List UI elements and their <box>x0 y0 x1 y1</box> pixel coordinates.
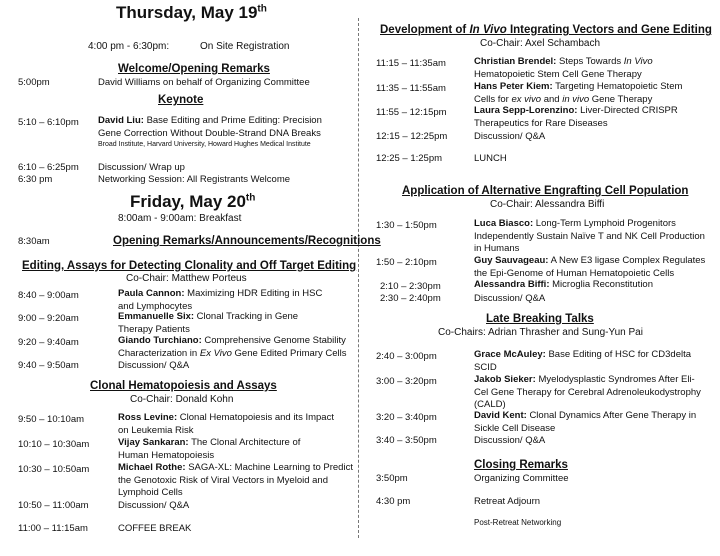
editing-time-3: 9:20 – 9:40am <box>18 337 79 348</box>
late-title: Late Breaking Talks <box>486 313 594 325</box>
invivo-time-3: 11:55 – 12:15pm <box>376 107 447 118</box>
clonal-talk-3: Michael Rothe: SAGA-XL: Machine Learning to Predict the Genotoxic Risk of Viral Vectors in Myeloid and Lymphoid Cells <box>118 462 353 498</box>
late-time-4: 3:40 – 3:50pm <box>376 435 437 446</box>
invivo-talk-4: Discussion/ Q&A <box>474 131 546 142</box>
engraft-time-2: 1:50 – 2:10pm <box>376 257 437 268</box>
clonal-talk-4: Discussion/ Q&A <box>118 500 190 511</box>
opening-title: Opening Remarks/Announcements/Recognitions <box>113 235 381 247</box>
post-networking-text: Post-Retreat Networking <box>474 518 562 527</box>
networking-time: 6:30 pm <box>18 174 53 185</box>
editing-time-1: 8:40 – 9:00am <box>18 290 79 301</box>
closing-title: Closing Remarks <box>474 459 568 471</box>
engraft-talk-3: Alessandra Biffi: Microglia Reconstitution <box>474 279 653 290</box>
keynote-talk: David Liu: Base Editing and Prime Editing: Precision Gene Correction Without Double-Strand DNA Breaks <box>98 115 322 139</box>
invivo-cochair: Co-Chair: Axel Schambach <box>480 38 601 49</box>
keynote-time: 5:10 – 6:10pm <box>18 117 79 128</box>
invivo-time-1: 11:15 – 11:35am <box>376 58 446 69</box>
clonal-talk-1: Ross Levine: Clonal Hematopoiesis and its Impact on Leukemia Risk <box>118 412 334 436</box>
engraft-talk-2: Guy Sauvageau: A New E3 ligase Complex Regulates the Epi-Genome of Human Hematopoietic Cells <box>474 255 706 279</box>
late-time-2: 3:00 – 3:20pm <box>376 376 437 387</box>
coffee-time: 11:00 – 11:15am <box>18 523 88 534</box>
editing-cochair: Co-Chair: Matthew Porteus <box>126 273 247 284</box>
wrap-text: Discussion/ Wrap up <box>98 162 185 173</box>
welcome-time: 5:00pm <box>18 77 50 88</box>
late-talk-1: Grace McAuley: Base Editing of HSC for CD3delta SCID <box>474 349 692 373</box>
invivo-time-4: 12:15 – 12:25pm <box>376 131 448 142</box>
engraft-cochair: Co-Chair: Alessandra Biffi <box>490 199 605 210</box>
networking-text: Networking Session: All Registrants Welcome <box>98 174 291 185</box>
registration-text: On Site Registration <box>200 41 290 52</box>
invivo-talk-2: Hans Peter Kiem: Targeting Hematopoietic Stem Cells for ex vivo and in vivo Gene Therapy <box>474 81 683 105</box>
clonal-title: Clonal Hematopoiesis and Assays <box>90 380 277 392</box>
engraft-talk-4: Discussion/ Q&A <box>474 293 546 304</box>
editing-title: Editing, Assays for Detecting Clonality and Off Target Editing <box>22 260 357 272</box>
adjourn-time: 4:30 pm <box>376 496 411 507</box>
invivo-talk-3: Laura Sepp-Lorenzino: Liver-Directed CRISPR Therapeutics for Rare Diseases <box>474 105 678 129</box>
late-talk-2: Jakob Sieker: Myelodysplastic Syndromes After Eli-Cel Gene Therapy for Cerebral Adrenoleukodystrophy (CALD) <box>474 374 701 410</box>
editing-time-2: 9:00 – 9:20am <box>18 313 79 324</box>
engraft-talk-1: Luca Biasco: Long-Term Lymphoid Progenitors Independently Sustain Naïve T and NK Cell Production in Humans <box>474 218 705 254</box>
coffee-text: COFFEE BREAK <box>118 523 192 534</box>
clonal-time-4: 10:50 – 11:00am <box>18 500 89 511</box>
clonal-cochair: Co-Chair: Donald Kohn <box>130 394 234 405</box>
friday-heading: Friday, May 20th <box>130 192 256 211</box>
late-talk-3: David Kent: Clonal Dynamics After Gene Therapy in Sickle Cell Disease <box>474 410 697 434</box>
lunch-time: 12:25 – 1:25pm <box>376 153 443 164</box>
editing-talk-4: Discussion/ Q&A <box>118 360 190 371</box>
invivo-talk-1: Christian Brendel: Steps Towards In Vivo Hematopoietic Stem Cell Gene Therapy <box>474 56 653 80</box>
engraft-time-1: 1:30 – 1:50pm <box>376 220 437 231</box>
editing-talk-2: Emmanuelle Six: Clonal Tracking in Gene Therapy Patients <box>118 311 299 335</box>
opening-time: 8:30am <box>18 236 50 247</box>
late-time-1: 2:40 – 3:00pm <box>376 351 437 362</box>
welcome-title: Welcome/Opening Remarks <box>118 63 270 75</box>
welcome-text: David Williams on behalf of Organizing Committee <box>98 77 310 88</box>
registration-time: 4:00 pm - 6:30pm: <box>88 41 170 52</box>
late-cochair: Co-Chairs: Adrian Thrasher and Sung-Yun Pai <box>438 327 643 338</box>
late-time-3: 3:20 – 3:40pm <box>376 412 437 423</box>
wrap-time: 6:10 – 6:25pm <box>18 162 79 173</box>
thursday-heading: Thursday, May 19th <box>116 3 267 22</box>
adjourn-text: Retreat Adjourn <box>474 496 541 507</box>
engraft-time-4: 2:30 – 2:40pm <box>380 293 441 304</box>
editing-talk-1: Paula Cannon: Maximizing HDR Editing in HSC and Lymphocytes <box>118 288 323 312</box>
clonal-time-2: 10:10 – 10:30am <box>18 439 90 450</box>
column-divider <box>358 18 359 538</box>
invivo-title: Development of In Vivo Integrating Vectors and Gene Editing <box>380 24 712 36</box>
lunch-text: LUNCH <box>474 153 507 164</box>
breakfast-text: 8:00am - 9:00am: Breakfast <box>118 213 242 224</box>
invivo-time-2: 11:35 – 11:55am <box>376 83 446 94</box>
clonal-talk-2: Vijay Sankaran: The Clonal Architecture of Human Hematopoiesis <box>118 437 301 461</box>
keynote-affiliation: Broad Institute, Harvard University, Howard Hughes Medical Institute <box>98 141 311 148</box>
keynote-title: Keynote <box>158 94 204 106</box>
closing-text: Organizing Committee <box>474 473 569 484</box>
closing-time: 3:50pm <box>376 473 408 484</box>
engraft-time-3: 2:10 – 2:30pm <box>380 281 441 292</box>
editing-talk-3: Giando Turchiano: Comprehensive Genome Stability Characterization in Ex Vivo Gene Edited Primary Cells <box>118 335 347 359</box>
engraft-title: Application of Alternative Engrafting Cell Population <box>402 185 689 197</box>
clonal-time-1: 9:50 – 10:10am <box>18 414 85 425</box>
clonal-time-3: 10:30 – 10:50am <box>18 464 90 475</box>
editing-time-4: 9:40 – 9:50am <box>18 360 79 371</box>
late-talk-4: Discussion/ Q&A <box>474 435 546 446</box>
